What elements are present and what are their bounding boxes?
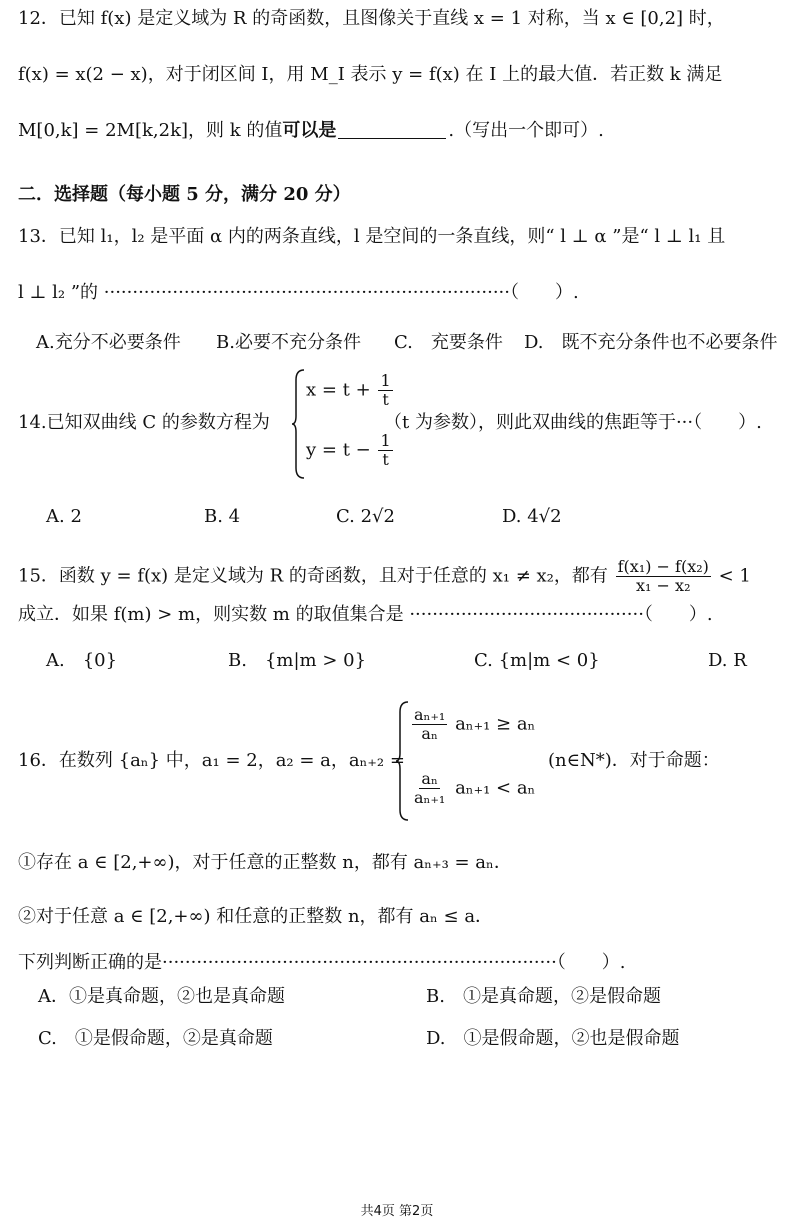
q13-line2: l ⊥ l₂ ”的 ·······································································（ ）. — [18, 282, 579, 303]
q13-option-b: B.必要不充分条件 — [216, 332, 361, 353]
q15-option-b: B. {m|m > 0} — [228, 650, 367, 671]
q12-line3-bold: 可以是 — [282, 120, 337, 141]
q14-option-d: D. 4√2 — [502, 506, 562, 527]
q16-case1 — [410, 706, 535, 743]
q16-judge: 下列判断正确的是·····································································（ ）. — [18, 952, 626, 973]
q14-eq1-frac: $\frac{1}{t}$ — [380, 371, 391, 409]
q16-prefix: 16．在数列 {aₙ} 中，a₁ = 2，a₂ = a，aₙ₊₂ = — [18, 750, 405, 771]
q16-domain: (n∈N*)．对于命题： — [548, 750, 720, 771]
q12-line3-pre: M[0,k] = 2M[k,2k]，则 k 的值 — [18, 120, 283, 141]
q14-eq2-frac: $\frac{1}{t}$ — [380, 431, 391, 469]
page-footer: 共4页 第2页 — [360, 1204, 434, 1219]
section-title: 二．选择题（每小题 5 分，满分 20 分） — [18, 184, 351, 205]
q14-suffix: （t 为参数），则此双曲线的焦距等于···（ ）. — [384, 412, 762, 433]
q16-option-b: B. ①是真命题，②是假命题 — [426, 986, 661, 1007]
q14-prefix: 14.已知双曲线 C 的参数方程为 — [18, 412, 270, 433]
q14-option-b: B. 4 — [204, 506, 241, 527]
q13-option-a: A.充分不必要条件 — [36, 332, 181, 353]
q16-option-d: D. ①是假命题，②也是假命题 — [426, 1028, 680, 1049]
q12-line3-post: .（写出一个即可）. — [448, 120, 604, 141]
q16-case2-cond: aₙ₊₁ < aₙ — [455, 777, 536, 799]
q16-prop1: ①存在 a ∈ [2,+∞)，对于任意的正整数 n，都有 aₙ₊₃ = aₙ． — [18, 852, 512, 873]
q16-case1-frac: $\frac{\text{aₙ₊₁}}{\text{aₙ}}$ — [414, 705, 446, 743]
q15-line1: 15．函数 y = f(x) 是定义域为 R 的奇函数，且对于任意的 x₁ ≠ x₂，都有 $\frac{\text{f(x₁) − f(x₂)}}{\text{x₁ − x₂}}$ < 1 — [18, 557, 751, 595]
q12-line2: f(x) = x(2 − x)，对于闭区间 I，用 M_I 表示 y = f(x) 在 I 上的最大值．若正数 k 满足 — [18, 64, 723, 85]
q14-option-c: C. 2√2 — [336, 506, 395, 527]
q15-frac: $\frac{\text{f(x₁) − f(x₂)}}{\text{x₁ − x₂}}$ — [617, 557, 709, 595]
q13-option-c: C. 充要条件 — [394, 332, 503, 353]
q13-line1: 13．已知 l₁，l₂ 是平面 α 内的两条直线，l 是空间的一条直线，则“ l ⊥ α ”是“ l ⊥ l₁ 且 — [18, 226, 726, 247]
q16-case2 — [410, 770, 535, 807]
q12-line3 — [18, 120, 604, 142]
q14-eq1: x = t + $\frac{1}{t}$ — [306, 371, 391, 409]
q14-option-a: A. 2 — [46, 506, 82, 527]
q12-line1: 12．已知 f(x) 是定义域为 R 的奇函数，且图像关于直线 x = 1 对称，当 x ∈ [0,2] 时， — [18, 8, 725, 29]
q16-brace — [396, 700, 410, 822]
q15-line2: 成立．如果 f(m) > m，则实数 m 的取值集合是 ·········································（ ）. — [18, 604, 713, 625]
q16-prop2: ②对于任意 a ∈ [2,+∞) 和任意的正整数 n，都有 aₙ ≤ a． — [18, 906, 494, 927]
answer-blank[interactable] — [338, 122, 446, 139]
q15-option-d: D. R — [708, 650, 747, 671]
q16-case1-cond: aₙ₊₁ ≥ aₙ — [455, 713, 536, 735]
q15-option-a: A. {0} — [46, 650, 118, 671]
q14-eq2: y = t − $\frac{1}{t}$ — [306, 431, 391, 469]
q15-option-c: C. {m|m < 0} — [474, 650, 600, 671]
q16-case2-frac: $\frac{\text{aₙ}}{\text{aₙ₊₁}}$ — [414, 769, 446, 807]
q13-option-d: D. 既不充分条件也不必要条件 — [524, 332, 778, 353]
q16-option-c: C. ①是假命题，②是真命题 — [38, 1028, 273, 1049]
q14-brace — [292, 368, 306, 480]
q16-option-a: A．①是真命题，②也是真命题 — [38, 986, 285, 1007]
